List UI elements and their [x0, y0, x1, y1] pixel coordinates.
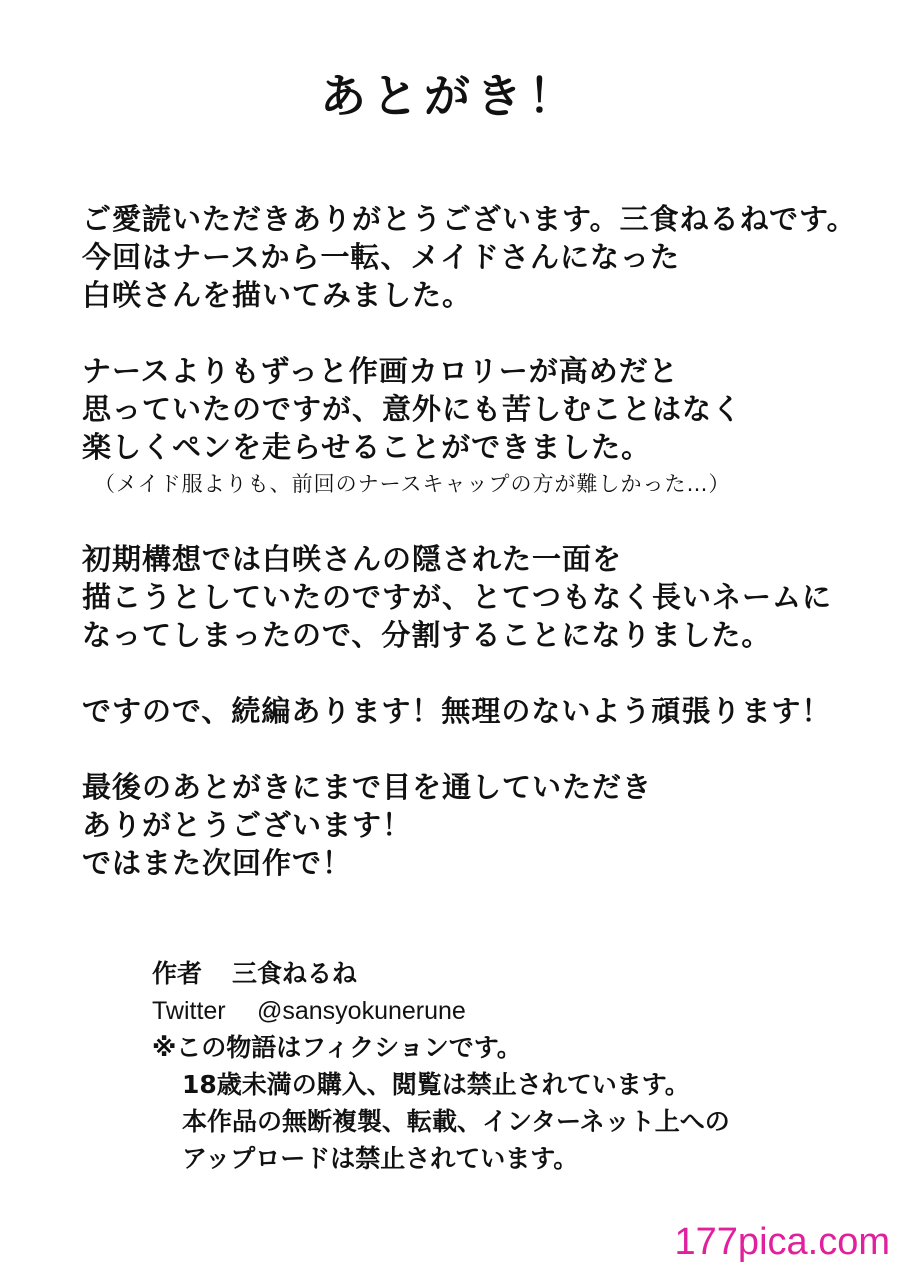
- afterword-line: ありがとうございます！: [82, 808, 413, 842]
- afterword-line: ナースよりもずっと作画カロリーが高めだと: [82, 354, 679, 388]
- site-watermark: 177pica.com: [674, 1221, 890, 1263]
- afterword-line: ご愛読いただきありがとうございます。三食ねるねです。: [82, 202, 857, 236]
- afterword-line: 今回はナースから一転、メイドさんになった: [82, 240, 680, 274]
- afterword-body: [82, 200, 882, 882]
- paragraph-gap: [82, 314, 882, 352]
- author-label: 作者: [152, 959, 203, 988]
- twitter-label: Twitter: [152, 997, 226, 1025]
- afterword-aside-note: （メイド服よりも、前回のナースキャップの方が難しかった…）: [94, 472, 731, 496]
- afterword-line: 最後のあとがきにまで目を通していただき: [82, 770, 653, 804]
- afterword-line: 白咲さんを描いてみました。: [82, 278, 473, 312]
- twitter-credit: [152, 992, 852, 1029]
- twitter-handle: @sansyokunerune: [257, 997, 466, 1025]
- afterword-line: なってしまったので、分割することになりました。: [82, 618, 772, 652]
- afterword-line: 楽しくペンを走らせることができました。: [82, 430, 652, 464]
- copyright-notice: アップロードは禁止されています。: [182, 1144, 579, 1173]
- fiction-notice: ※この物語はフィクションです。: [152, 1033, 522, 1062]
- afterword-line: 初期構想では白咲さんの隠された一面を: [82, 542, 623, 576]
- credits-block: [152, 955, 852, 1177]
- paragraph-gap: [82, 502, 882, 540]
- afterword-line: ですので、続編あります！無理のないよう頑張ります！: [82, 694, 832, 728]
- author-credit: [152, 955, 852, 992]
- afterword-line: ではまた次回作で！: [82, 846, 353, 880]
- afterword-line: 思っていたのですが、意外にも苦しむことはなく: [82, 392, 743, 426]
- paragraph-gap: [82, 654, 882, 692]
- afterword-line: 描こうとしていたのですが、とてつもなく長いネームに: [82, 580, 833, 614]
- paragraph-gap: [82, 730, 882, 768]
- age-notice: 18歳未満の購入、閲覧は禁止されています。: [182, 1070, 690, 1099]
- author-name: 三食ねるね: [232, 959, 358, 988]
- copyright-notice: 本作品の無断複製、転載、インターネット上への: [182, 1107, 730, 1136]
- page-title: あとがき！: [320, 69, 580, 123]
